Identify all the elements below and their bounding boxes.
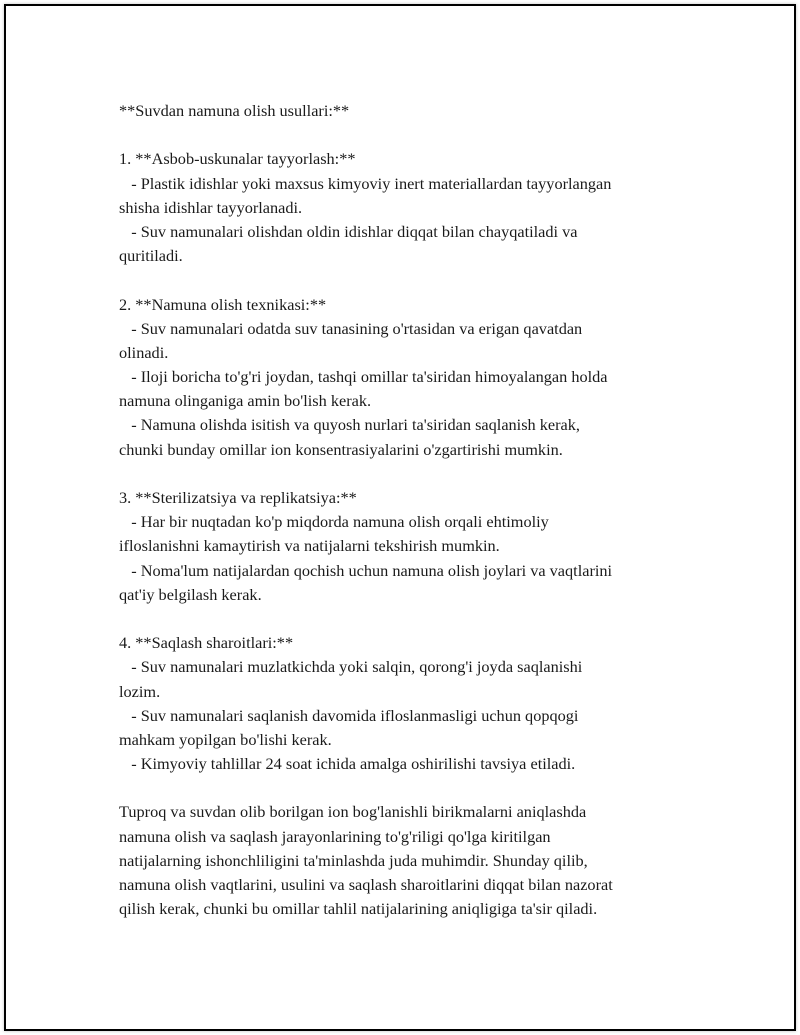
section-line: lozim. [119, 681, 161, 701]
section-line: shisha idishlar tayyorlanadi. [119, 197, 303, 217]
spacer [119, 607, 699, 631]
section-heading: 1. **Asbob-uskunalar tayyorlash:** [119, 149, 356, 169]
section-line: - Suv namunalari olishdan oldin idishlar diqqat bilan chayqatiladi va [119, 221, 578, 241]
spacer [119, 462, 699, 486]
spacer [119, 776, 699, 800]
section-line: - Iloji boricha to'g'ri joydan, tashqi omillar ta'siridan himoyalangan holda [119, 367, 608, 387]
conclusion-line: natijalarning ishonchliligini ta'minlashda juda muhimdir. Shunday qilib, [119, 850, 588, 870]
spacer [119, 123, 699, 147]
section-line: olinadi. [119, 342, 169, 362]
section-1 [119, 147, 699, 268]
section-line: chunki bunday omillar ion konsentrasiyalarini o'zgartirishi mumkin. [119, 439, 563, 459]
section-heading: 4. **Saqlash sharoitlari:** [119, 633, 294, 653]
spacer [119, 268, 699, 292]
conclusion-line: namuna olish va saqlash jarayonlarining to'g'riligi qo'lga kiritilgan [119, 826, 551, 846]
section-4 [119, 631, 699, 776]
section-line: mahkam yopilgan bo'lishi kerak. [119, 729, 332, 749]
section-line: qat'iy belgilash kerak. [119, 584, 262, 604]
conclusion-line: qilish kerak, chunki bu omillar tahlil natijalarining aniqligiga ta'sir qiladi. [119, 899, 598, 919]
conclusion-paragraph [119, 800, 699, 921]
document-page [4, 4, 796, 1031]
section-line: - Suv namunalari saqlanish davomida ifloslanmasligi uchun qopqogi [119, 705, 579, 725]
section-line: namuna olinganiga amin bo'lish kerak. [119, 391, 372, 411]
section-line: - Suv namunalari muzlatkichda yoki salqin, qorong'i joyda saqlanishi [119, 657, 583, 677]
section-heading: 2. **Namuna olish texnikasi:** [119, 294, 327, 314]
section-line: quritiladi. [119, 246, 183, 266]
document-body [119, 99, 699, 921]
section-3 [119, 486, 699, 607]
section-2 [119, 293, 699, 462]
conclusion-line: namuna olish vaqtlarini, usulini va saqlash sharoitlarini diqqat bilan nazorat [119, 875, 613, 894]
section-line: ifloslanishni kamaytirish va natijalarni tekshirish mumkin. [119, 536, 500, 556]
document-title: **Suvdan namuna olish usullari:** [119, 101, 350, 120]
conclusion-line: Tuproq va suvdan olib borilgan ion bog'lanishli birikmalarni aniqlashda [119, 802, 587, 822]
section-line: - Kimyoviy tahlillar 24 soat ichida amalga oshirilishi tavsiya etiladi. [119, 754, 576, 774]
section-line: - Noma'lum natijalardan qochish uchun namuna olish joylari va vaqtlarini [119, 560, 613, 580]
section-heading: 3. **Sterilizatsiya va replikatsiya:** [119, 488, 357, 507]
section-line: - Suv namunalari odatda suv tanasining o'rtasidan va erigan qavatdan [119, 318, 583, 338]
section-line: - Plastik idishlar yoki maxsus kimyoviy inert materiallardan tayyorlangan [119, 173, 612, 193]
section-line: - Namuna olishda isitish va quyosh nurlari ta'siridan saqlanish kerak, [119, 415, 580, 435]
section-line: - Har bir nuqtadan ko'p miqdorda namuna olish orqali ehtimoliy [119, 512, 549, 532]
